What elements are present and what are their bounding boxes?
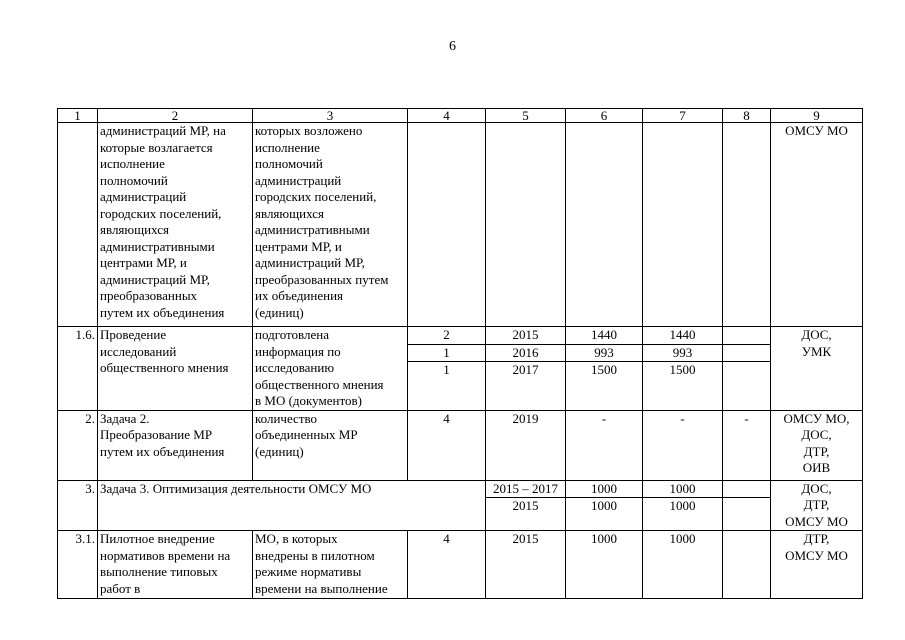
cell-col7: 1440 [643,327,723,345]
cell-number [58,123,98,327]
header-cell: 8 [723,109,771,123]
cell-col8 [723,327,771,345]
cell-activity: Проведение исследований общественного мнения [98,327,253,411]
cell-col8 [723,362,771,410]
cell-col6: 1440 [566,327,643,345]
header-cell: 1 [58,109,98,123]
cell-year: 2015 [486,498,566,531]
header-cell: 6 [566,109,643,123]
table-row-2 [58,410,863,480]
cell-indicator: МО, в которых внедрены в пилотном режиме нормативы времени на выполнение [253,531,408,599]
cell-year: 2015 [486,531,566,599]
page-number: 6 [449,39,456,54]
cell-col8 [723,123,771,327]
cell-col8 [723,480,771,498]
cell-col8: - [723,410,771,480]
cell-col6: 1500 [566,362,643,410]
cell-col7 [643,123,723,327]
cell-number: 3. [58,480,98,531]
cell-activity: Пилотное внедрение нормативов времени на выполнение типовых работ в [98,531,253,599]
cell-responsible: ДОС, УМК [771,327,863,411]
cell-col7: 993 [643,344,723,362]
cell-number: 2. [58,410,98,480]
cell-col6: 1000 [566,531,643,599]
cell-number: 3.1. [58,531,98,599]
cell-indicator: которых возложено исполнение полномочий администраций городских поселений, являющихся административными центрами МР, и администраций МР, преобразованных путем их объединения (единиц) [253,123,408,327]
cell-col7: 1500 [643,362,723,410]
cell-col7: 1000 [643,531,723,599]
cell-col6: 1000 [566,480,643,498]
cell-responsible: ОМСУ МО, ДОС, ДТР, ОИВ [771,410,863,480]
table-row-1-6 [58,327,863,345]
cell-col4: 4 [408,531,486,599]
cell-col4: 1 [408,344,486,362]
cell-task-title: Задача 3. Оптимизация деятельности ОМСУ МО [98,480,486,498]
cell-col8 [723,344,771,362]
table-row-3-1 [58,531,863,599]
cell-col4 [408,123,486,327]
cell-col6: 1000 [566,498,643,531]
cell-col5 [486,123,566,327]
table-row-3-sub [58,498,863,531]
cell-col4: 4 [408,410,486,480]
header-row [58,109,863,123]
table-row-continuation [58,123,863,327]
cell-responsible: ДТР, ОМСУ МО [771,531,863,599]
cell-responsible: ОМСУ МО [771,123,863,327]
cell-indicator: количество объединенных МР (единиц) [253,410,408,480]
cell-col4: 2 [408,327,486,345]
table-row-3 [58,480,863,498]
cell-number: 1.6. [58,327,98,411]
cell-col7: - [643,410,723,480]
cell-col6 [566,123,643,327]
cell-col7: 1000 [643,498,723,531]
cell-col6: - [566,410,643,480]
cell-year: 2017 [486,362,566,410]
cell-col4: 1 [408,362,486,410]
header-cell: 9 [771,109,863,123]
plan-table [57,108,863,599]
header-cell: 4 [408,109,486,123]
cell-col8 [723,531,771,599]
cell-col7: 1000 [643,480,723,498]
cell-responsible: ДОС, ДТР, ОМСУ МО [771,480,863,531]
header-cell: 7 [643,109,723,123]
cell-col8 [723,498,771,531]
header-cell: 3 [253,109,408,123]
header-cell: 5 [486,109,566,123]
cell-task-title-cont [98,498,486,531]
cell-activity: Задача 2. Преобразование МР путем их объединения [98,410,253,480]
cell-year: 2015 [486,327,566,345]
cell-year: 2015 – 2017 [486,480,566,498]
cell-col6: 993 [566,344,643,362]
header-cell: 2 [98,109,253,123]
cell-indicator: подготовлена информация по исследованию общественного мнения в МО (документов) [253,327,408,411]
cell-year: 2016 [486,344,566,362]
cell-activity: администраций МР, на которые возлагается исполнение полномочий администраций городских поселений, являющихся административными центрами МР, и администраций МР, преобразованных путем их объединения [98,123,253,327]
cell-year: 2019 [486,410,566,480]
